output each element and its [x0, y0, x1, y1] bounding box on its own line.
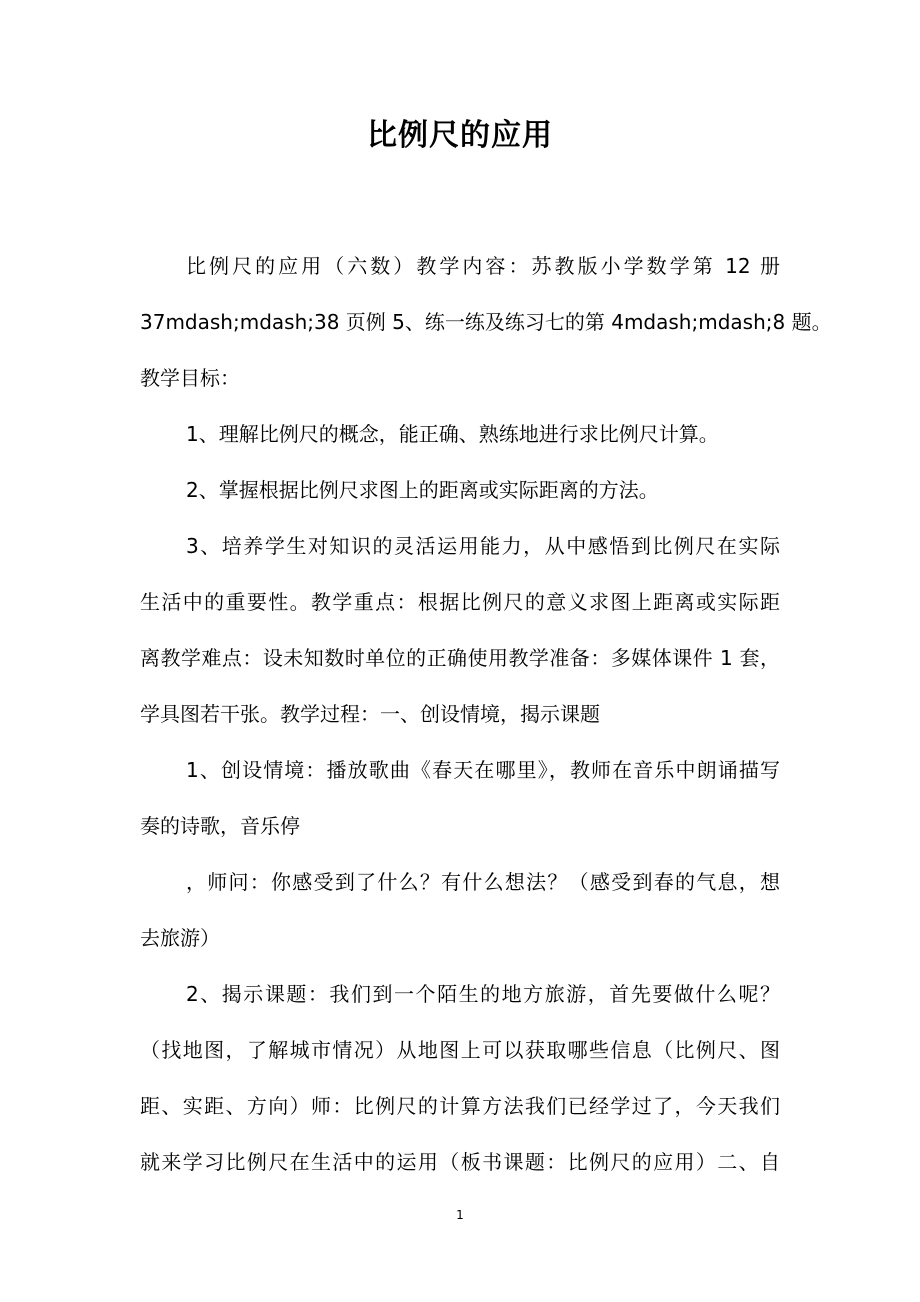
paragraph-line: 奏的诗歌，音乐停 [140, 814, 300, 838]
paragraph-line: 学具图若干张。教学过程：一、创设情境，揭示课题 [140, 702, 600, 726]
paragraph-line: 比例尺的应用（六数）教学内容：苏教版小学数学第 12 册 [186, 254, 780, 278]
paragraph-line: 距、实距、方向）师：比例尺的计算方法我们已经学过了，今天我们 [140, 1094, 780, 1118]
paragraph-line: （找地图，了解城市情况）从地图上可以获取哪些信息（比例尺、图 [140, 1038, 780, 1062]
document-title: 比例尺的应用 [367, 118, 553, 153]
page-number: 1 [456, 1208, 464, 1222]
paragraph-line: ，师问：你感受到了什么？有什么想法？（感受到春的气息，想 [186, 870, 780, 894]
paragraph-line: 教学目标： [140, 366, 240, 390]
paragraph-line: 1、理解比例尺的概念，能正确、熟练地进行求比例尺计算。 [186, 422, 719, 446]
paragraph-line: 1、创设情境：播放歌曲《春天在哪里》，教师在音乐中朗诵描写 [186, 758, 780, 782]
paragraph-line: 3、培养学生对知识的灵活运用能力，从中感悟到比例尺在实际 [186, 534, 780, 558]
paragraph-line: 离教学难点：设未知数时单位的正确使用教学准备：多媒体课件 1 套， [140, 646, 780, 670]
paragraph-line: 就来学习比例尺在生活中的运用（板书课题：比例尺的应用）二、自 [140, 1150, 780, 1174]
paragraph-line: 2、掌握根据比例尺求图上的距离或实际距离的方法。 [186, 478, 659, 502]
paragraph-line: 2、揭示课题：我们到一个陌生的地方旅游，首先要做什么呢？ [186, 982, 780, 1006]
paragraph-line: 37mdash;mdash;38 页例 5、练一练及练习七的第 4mdash;mdash;8 题。 [140, 310, 832, 334]
paragraph-line: 去旅游） [140, 926, 220, 950]
paragraph-line: 生活中的重要性。教学重点：根据比例尺的意义求图上距离或实际距 [140, 590, 780, 614]
